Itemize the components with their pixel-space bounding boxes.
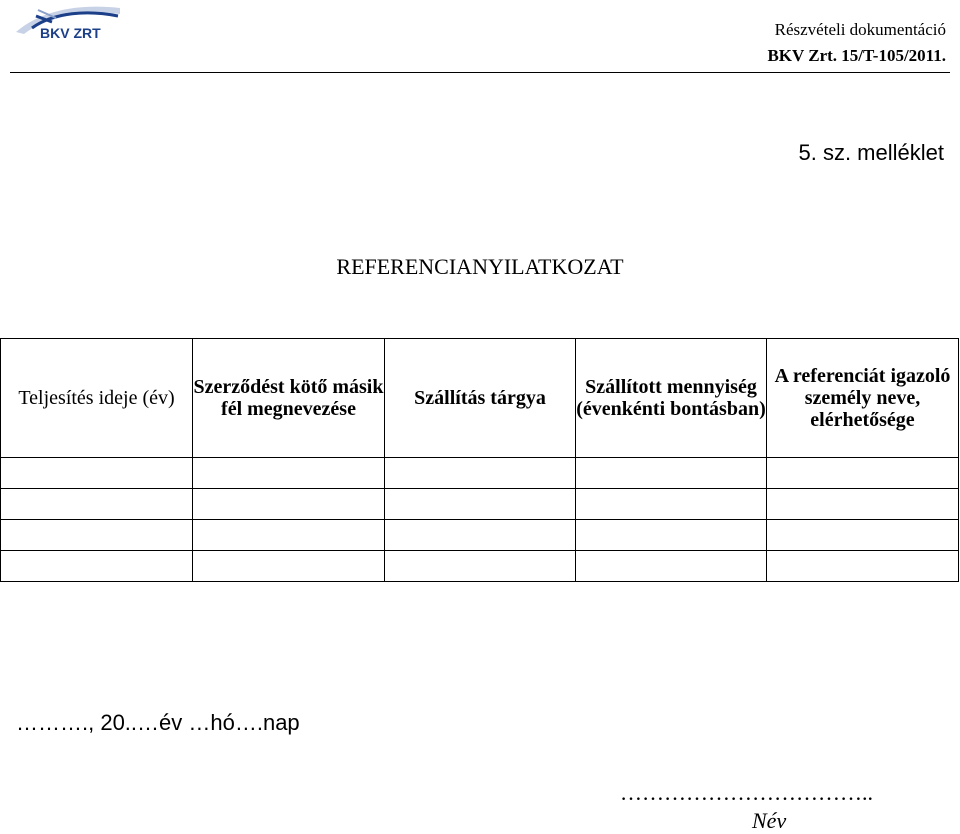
bkv-logo (14, 2, 122, 42)
reference-table (0, 338, 959, 582)
table-cell[interactable] (767, 520, 959, 551)
table-cell[interactable] (193, 551, 385, 582)
table-cell[interactable] (576, 489, 767, 520)
document-reference: BKV Zrt. 15/T-105/2011. (767, 46, 946, 65)
table-cell[interactable] (385, 489, 576, 520)
column-header-contracting-party: Szerződést kötő másik fél megnevezése (193, 339, 385, 458)
table-cell[interactable] (1, 520, 193, 551)
table-cell[interactable] (385, 520, 576, 551)
table-cell[interactable] (385, 551, 576, 582)
table-cell[interactable] (767, 551, 959, 582)
table-cell[interactable] (1, 458, 193, 489)
table-cell[interactable] (576, 551, 767, 582)
document-type: Részvételi dokumentáció (774, 20, 946, 39)
name-label: Név (752, 808, 787, 833)
logo-text: BKV ZRT (40, 25, 101, 41)
column-header-reference-contact: A referenciát igazoló személy neve, elérhetősége (767, 339, 959, 458)
table-cell[interactable] (193, 520, 385, 551)
signature-line: …………………………….. (620, 780, 873, 805)
table-cell[interactable] (385, 458, 576, 489)
table-cell[interactable] (1, 489, 193, 520)
table-cell[interactable] (767, 489, 959, 520)
table-row (1, 458, 959, 489)
page-title: REFERENCIANYILATKOZAT (336, 254, 624, 279)
column-header-completion-year: Teljesítés ideje (év) (1, 339, 193, 458)
table-row (1, 520, 959, 551)
table-cell[interactable] (193, 458, 385, 489)
column-header-delivered-quantity: Szállított mennyiség (évenkénti bontásban) (576, 339, 767, 458)
table-cell[interactable] (576, 520, 767, 551)
table-cell[interactable] (767, 458, 959, 489)
table-row (1, 489, 959, 520)
table-cell[interactable] (1, 551, 193, 582)
table-row (1, 551, 959, 582)
header-divider (10, 72, 950, 73)
column-header-delivery-subject: Szállítás tárgya (385, 339, 576, 458)
annex-label: 5. sz. melléklet (798, 140, 944, 165)
table-header-row (1, 339, 959, 458)
date-line: ………., 20..…év …hó….nap (16, 710, 300, 735)
table-cell[interactable] (576, 458, 767, 489)
table-cell[interactable] (193, 489, 385, 520)
